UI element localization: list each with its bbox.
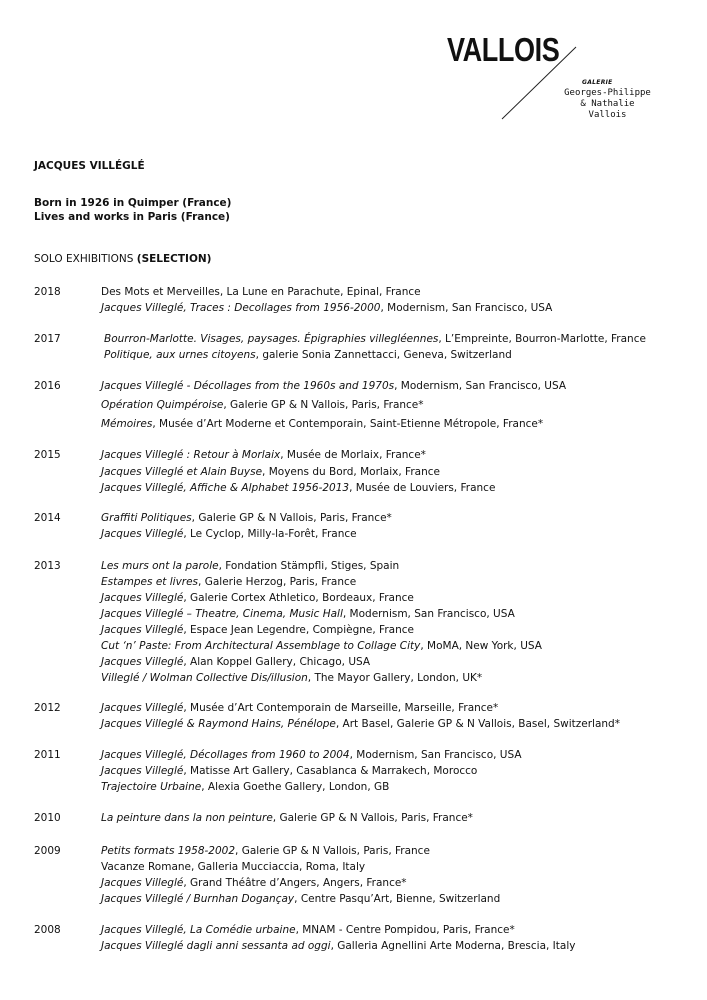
exhibition-venue: Des Mots et Merveilles, La Lune en Parachute, Epinal, France [101, 286, 421, 298]
exhibition-venue: , Musée d’Art Moderne et Contemporain, Saint-Etienne Métropole, France* [152, 418, 544, 430]
exhibition-venue: , Fondation Stämpfli, Stiges, Spain [218, 560, 400, 572]
exhibition-entry [101, 672, 482, 684]
exhibition-title: Jacques Villeglé [101, 624, 184, 636]
gallery-name-line: & Nathalie [580, 99, 635, 109]
exhibition-title: Villeglé / Wolman Collective Dis/illusion [101, 672, 308, 684]
exhibition-entry [101, 924, 515, 936]
exhibition-entry [101, 640, 542, 652]
exhibition-entry [101, 286, 421, 298]
year-label: 2014 [34, 512, 61, 524]
exhibition-title: Jacques Villeglé, Affiche & Alphabet 1956-2013 [101, 482, 350, 494]
exhibition-entry [101, 749, 522, 761]
exhibition-title: Cut ‘n’ Paste: From Architectural Assemblage to Collage City [101, 640, 421, 652]
exhibition-venue: , Alexia Goethe Gallery, London, GB [201, 781, 390, 793]
exhibition-venue: , L’Empreinte, Bourron-Marlotte, France [438, 333, 646, 345]
exhibition-entry [101, 512, 392, 524]
exhibition-venue: , The Mayor Gallery, London, UK* [307, 672, 483, 684]
exhibition-venue: , Modernism, San Francisco, USA [342, 608, 515, 620]
exhibition-venue: , Alan Koppel Gallery, Chicago, USA [183, 656, 371, 668]
exhibition-venue: , Galerie GP & N Vallois, Paris, France* [272, 812, 473, 824]
exhibition-title: Jacques Villeglé, La Comédie urbaine [101, 924, 296, 936]
exhibition-title: Les murs ont la parole [101, 560, 219, 572]
exhibition-venue: , Moyens du Bord, Morlaix, France [262, 466, 440, 478]
year-label: 2013 [34, 560, 61, 572]
exhibition-venue: , Musée de Louviers, France [349, 482, 496, 494]
exhibition-title: Jacques Villeglé et Alain Buyse [101, 466, 263, 478]
exhibition-entry [101, 893, 500, 905]
exhibition-venue: , MNAM - Centre Pompidou, Paris, France* [295, 924, 515, 936]
exhibition-venue: , Galleria Agnellini Arte Moderna, Brescia, Italy [330, 940, 576, 952]
exhibition-title: Opération Quimpéroise [101, 399, 224, 411]
year-label: 2010 [34, 812, 61, 824]
artist-name: JACQUES VILLÉGLÉ [34, 160, 145, 172]
exhibition-entry [101, 624, 414, 636]
exhibition-title: Jacques Villeglé – Theatre, Cinema, Music Hall [101, 608, 343, 620]
gallery-name-line: Vallois [588, 110, 627, 120]
exhibition-venue: , Centre Pasqu’Art, Bienne, Switzerland [294, 893, 501, 905]
exhibition-title: Jacques Villeglé [101, 528, 184, 540]
exhibition-title: La peinture dans la non peinture [101, 812, 273, 824]
exhibition-entry [101, 718, 620, 730]
residence-info: Lives and works in Paris (France) [34, 211, 230, 223]
exhibition-venue: , Galerie GP & N Vallois, Paris, France* [223, 399, 424, 411]
birth-info: Born in 1926 in Quimper (France) [34, 197, 232, 209]
exhibition-entry [101, 845, 430, 857]
exhibition-entry [101, 702, 498, 714]
exhibition-entry [101, 877, 407, 889]
exhibition-title: Graffiti Politiques [101, 512, 192, 524]
exhibition-title: Jacques Villeglé dagli anni sessanta ad oggi [101, 940, 331, 952]
artist-bio [34, 196, 231, 224]
gallery-logo: VALLOIS [447, 31, 560, 68]
exhibition-entry [101, 449, 426, 461]
year-label: 2012 [34, 702, 61, 714]
exhibition-venue: , Musée d’Art Contemporain de Marseille, Marseille, France* [183, 702, 499, 714]
exhibition-entry [101, 418, 543, 430]
exhibition-venue: , Galerie GP & N Vallois, Paris, France [235, 845, 430, 857]
exhibition-venue: , Galerie Cortex Athletico, Bordeaux, France [183, 592, 414, 604]
section-title [34, 253, 211, 265]
exhibition-entry [101, 560, 399, 572]
exhibition-title: Petits formats 1958-2002 [101, 845, 236, 857]
exhibition-title: Jacques Villeglé : Retour à Morlaix [101, 449, 281, 461]
exhibition-entry [101, 861, 365, 873]
exhibition-entry [101, 466, 440, 478]
exhibition-entry [101, 302, 552, 314]
exhibition-title: Jacques Villeglé / Burnhan Dogançay [101, 893, 295, 905]
exhibition-title: Jacques Villeglé [101, 877, 184, 889]
exhibition-title: Jacques Villeglé, Traces : Decollages from 1956-2000 [101, 302, 381, 314]
exhibition-venue: , Musée de Morlaix, France* [280, 449, 426, 461]
exhibition-entry [101, 399, 424, 411]
exhibition-title: Jacques Villeglé, Décollages from 1960 to 2004 [101, 749, 350, 761]
section-title-text: SOLO EXHIBITIONS [34, 253, 137, 265]
exhibition-venue: , Matisse Art Gallery, Casablanca & Marrakech, Morocco [183, 765, 478, 777]
exhibition-title: Jacques Villeglé - Décollages from the 1960s and 1970s [101, 380, 395, 392]
exhibition-title: Trajectoire Urbaine [101, 781, 202, 793]
exhibition-venue: , Modernism, San Francisco, USA [394, 380, 567, 392]
year-label: 2017 [34, 333, 61, 345]
year-label: 2009 [34, 845, 61, 857]
exhibition-entry [101, 380, 566, 392]
exhibition-entry [101, 812, 473, 824]
exhibition-venue: Vacanze Romane, Galleria Mucciaccia, Roma, Italy [101, 861, 366, 873]
exhibition-title: Jacques Villeglé [101, 702, 184, 714]
exhibition-title: Jacques Villeglé & Raymond Hains, Pénélope [101, 718, 336, 730]
exhibition-venue: , Galerie Herzog, Paris, France [198, 576, 357, 588]
exhibition-entry [101, 608, 515, 620]
exhibition-entry [101, 940, 575, 952]
exhibition-entry [101, 656, 370, 668]
exhibition-venue: , galerie Sonia Zannettacci, Geneva, Switzerland [255, 349, 512, 361]
exhibition-venue: , Modernism, San Francisco, USA [349, 749, 522, 761]
year-label: 2016 [34, 380, 61, 392]
section-title-qualifier: (SELECTION) [136, 253, 212, 265]
exhibition-title: Mémoires [101, 418, 153, 430]
year-label: 2018 [34, 286, 61, 298]
exhibition-title: Politique, aux urnes citoyens [104, 349, 256, 361]
exhibition-entry [101, 592, 414, 604]
year-label: 2011 [34, 749, 61, 761]
exhibition-title: Jacques Villeglé [101, 592, 184, 604]
exhibition-title: Estampes et livres [101, 576, 199, 588]
exhibition-title: Bourron-Marlotte. Visages, paysages. Épigraphies villegléennes [104, 333, 439, 345]
exhibition-title: Jacques Villeglé [101, 656, 184, 668]
exhibition-venue: , Grand Théâtre d’Angers, Angers, France* [183, 877, 407, 889]
gallery-name-line: Georges-Philippe [564, 88, 651, 98]
gallery-kicker: GALERIE [582, 79, 613, 86]
exhibition-entry [101, 576, 356, 588]
year-label: 2008 [34, 924, 61, 936]
exhibition-venue: , Espace Jean Legendre, Compiègne, France [183, 624, 414, 636]
exhibition-entry [104, 333, 646, 345]
year-label: 2015 [34, 449, 61, 461]
exhibition-title: Jacques Villeglé [101, 765, 184, 777]
exhibition-venue: , MoMA, New York, USA [420, 640, 542, 652]
exhibition-entry [101, 781, 389, 793]
exhibition-entry [101, 765, 477, 777]
exhibition-venue: , Modernism, San Francisco, USA [380, 302, 553, 314]
exhibition-entry [101, 528, 357, 540]
exhibition-venue: , Le Cyclop, Milly-la-Forêt, France [183, 528, 357, 540]
exhibition-venue: , Galerie GP & N Vallois, Paris, France* [191, 512, 392, 524]
exhibition-entry [101, 482, 495, 494]
gallery-names [550, 88, 665, 121]
exhibition-venue: , Art Basel, Galerie GP & N Vallois, Basel, Switzerland* [335, 718, 620, 730]
exhibition-entry [104, 349, 512, 361]
